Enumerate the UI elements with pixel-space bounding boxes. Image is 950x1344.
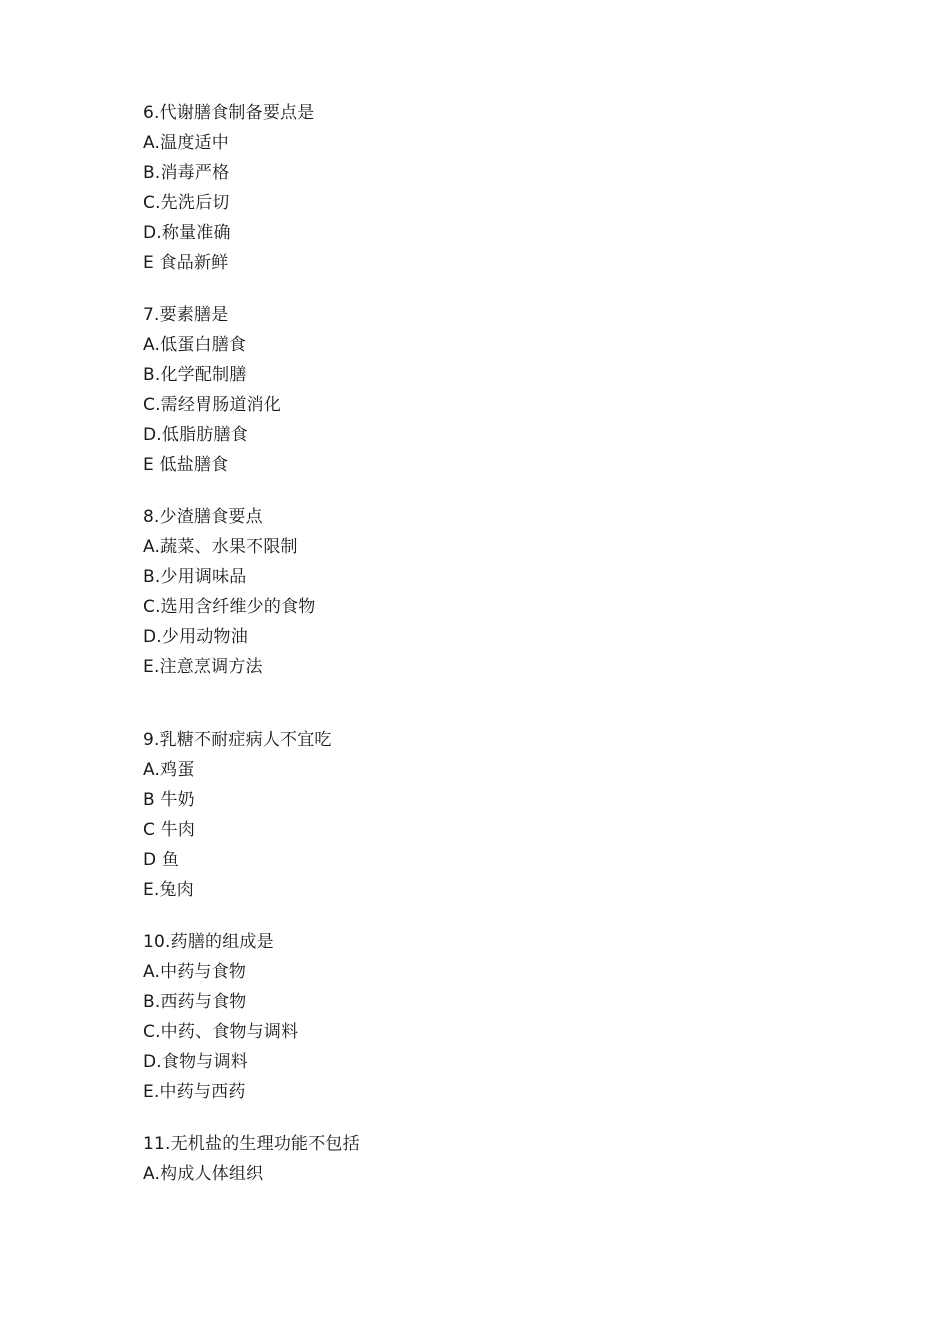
option-b: B.消毒严格 bbox=[143, 163, 230, 183]
question-stem: 7.要素膳是 bbox=[143, 305, 229, 325]
question-11 bbox=[143, 1129, 360, 1189]
option-d: D.食物与调料 bbox=[143, 1052, 248, 1072]
option-e: E 低盐膳食 bbox=[143, 455, 229, 475]
option-c: C.需经胃肠道消化 bbox=[143, 395, 282, 415]
option-c: C.中药、食物与调料 bbox=[143, 1022, 299, 1042]
question-stem: 10.药膳的组成是 bbox=[143, 932, 274, 952]
option-d: D.低脂肪膳食 bbox=[143, 425, 248, 445]
option-c: C.先洗后切 bbox=[143, 193, 230, 213]
option-e: E.中药与西药 bbox=[143, 1082, 246, 1102]
option-e: E.注意烹调方法 bbox=[143, 657, 263, 677]
option-e: E.兔肉 bbox=[143, 880, 194, 900]
question-6 bbox=[143, 98, 314, 278]
option-d: D.少用动物油 bbox=[143, 627, 248, 647]
option-a: A.中药与食物 bbox=[143, 962, 247, 982]
option-d: D.称量准确 bbox=[143, 223, 231, 243]
option-d: D 鱼 bbox=[143, 850, 180, 870]
option-a: A.温度适中 bbox=[143, 133, 229, 153]
question-stem: 9.乳糖不耐症病人不宜吃 bbox=[143, 730, 332, 750]
question-stem: 6.代谢膳食制备要点是 bbox=[143, 103, 315, 123]
option-b: B.化学配制膳 bbox=[143, 365, 247, 385]
question-10 bbox=[143, 927, 298, 1107]
question-stem: 11.无机盐的生理功能不包括 bbox=[143, 1134, 360, 1154]
option-e: E 食品新鲜 bbox=[143, 253, 229, 273]
option-a: A.构成人体组织 bbox=[143, 1164, 264, 1184]
question-9 bbox=[143, 725, 332, 905]
option-b: B.少用调味品 bbox=[143, 567, 247, 587]
question-8 bbox=[143, 502, 315, 682]
option-b: B 牛奶 bbox=[143, 790, 195, 810]
option-c: C.选用含纤维少的食物 bbox=[143, 597, 316, 617]
option-a: A.鸡蛋 bbox=[143, 760, 195, 780]
option-a: A.低蛋白膳食 bbox=[143, 335, 247, 355]
option-b: B.西药与食物 bbox=[143, 992, 247, 1012]
question-7 bbox=[143, 300, 281, 480]
option-c: C 牛肉 bbox=[143, 820, 196, 840]
question-stem: 8.少渣膳食要点 bbox=[143, 507, 263, 527]
option-a: A.蔬菜、水果不限制 bbox=[143, 537, 298, 557]
